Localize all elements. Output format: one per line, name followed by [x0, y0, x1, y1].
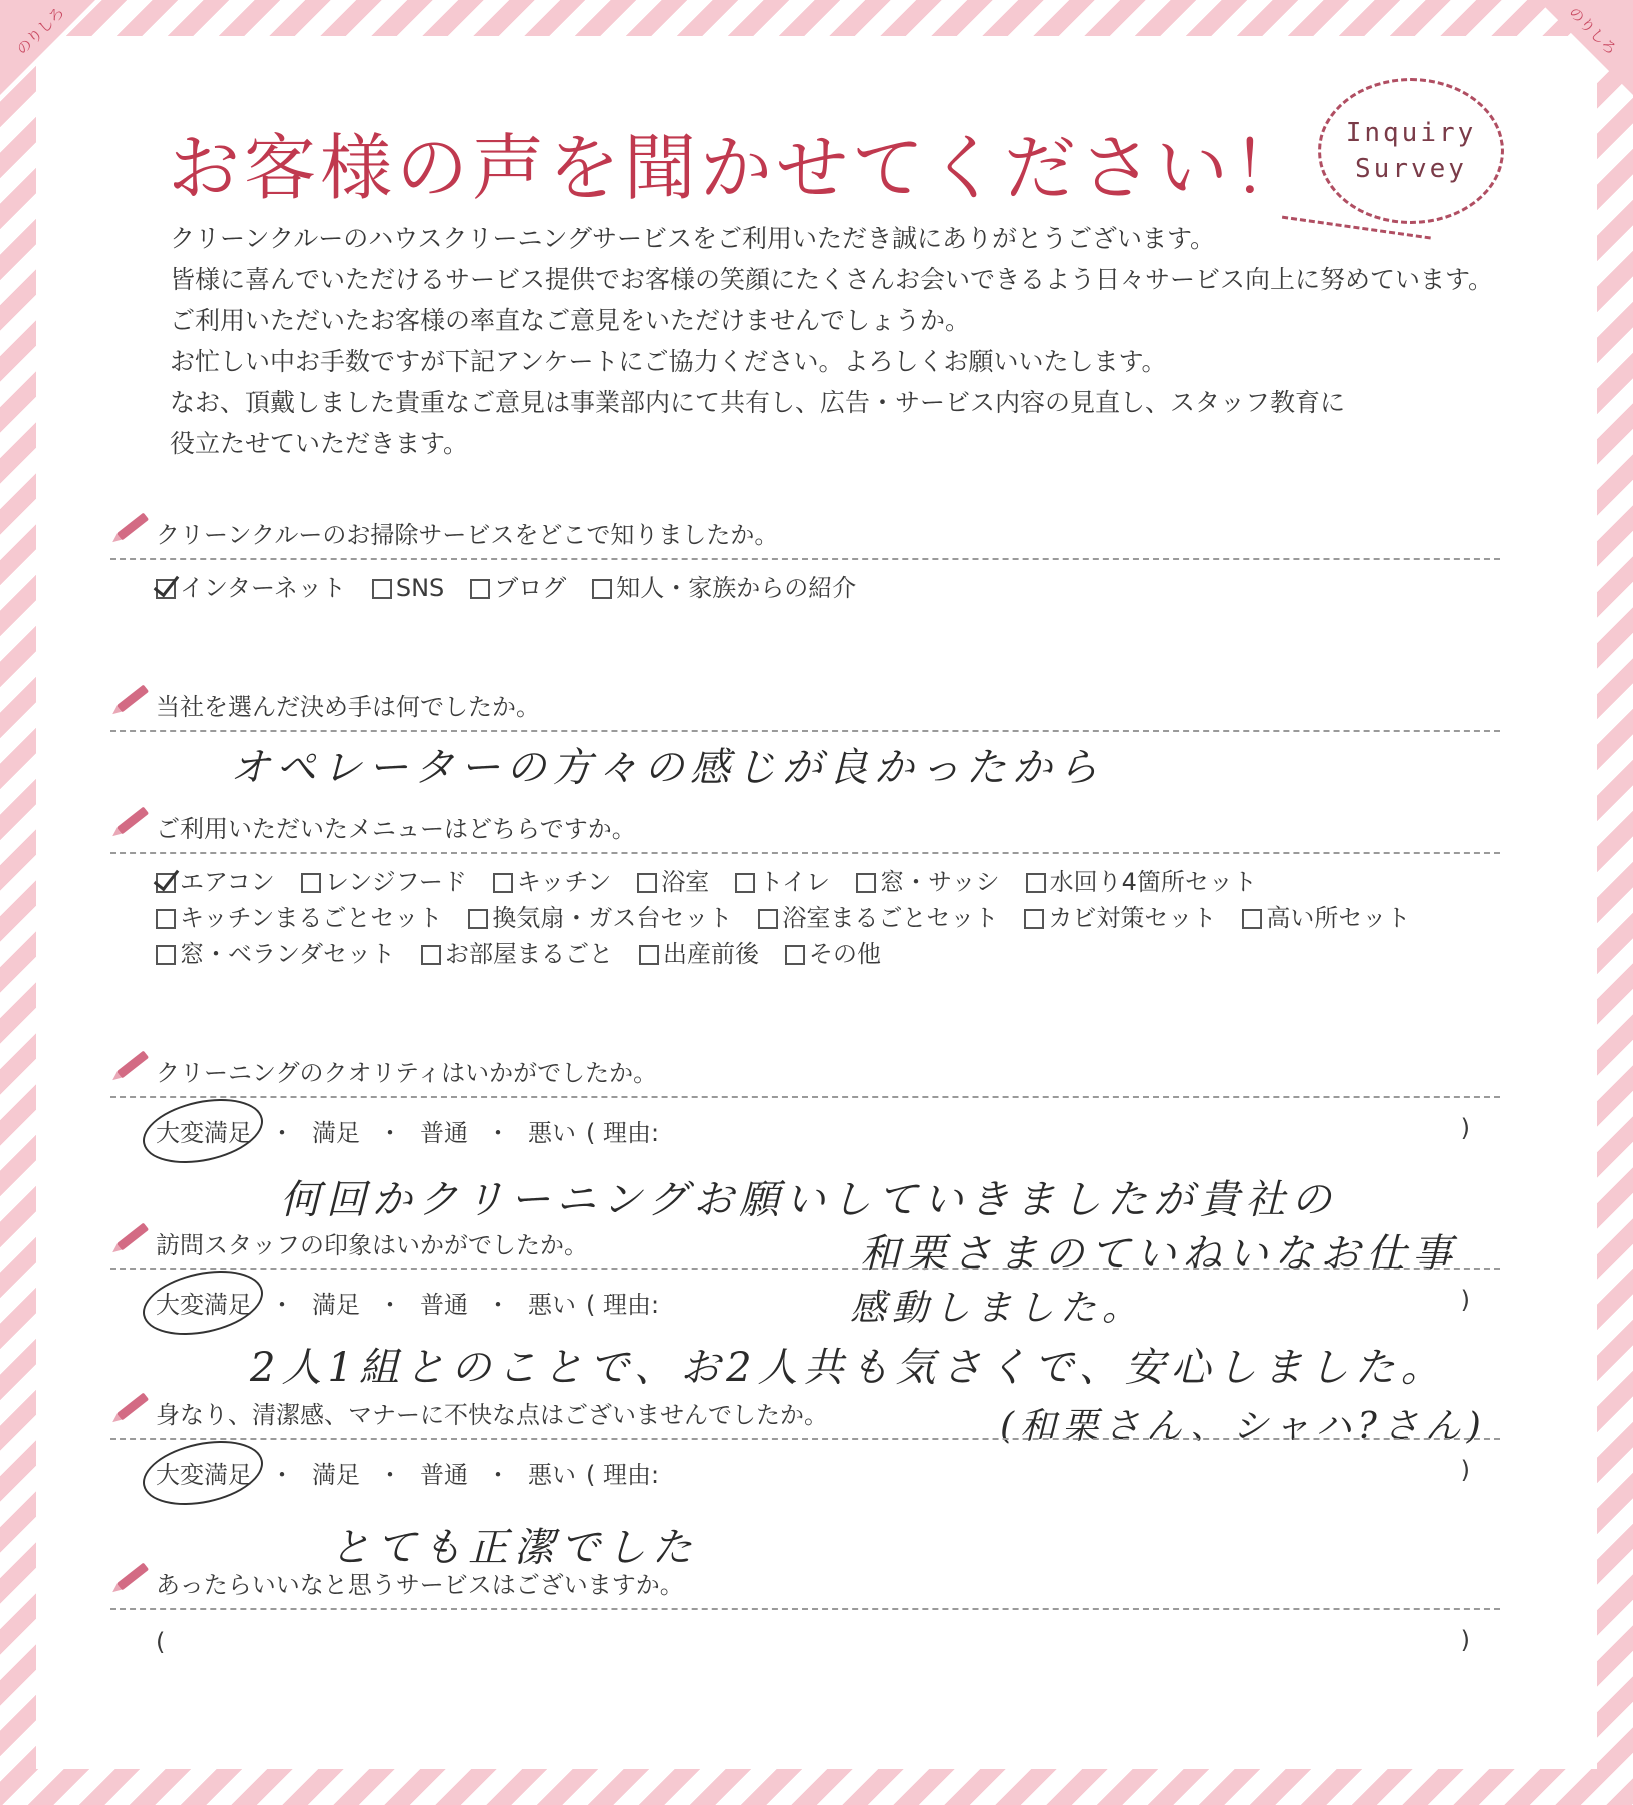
option-label: 浴室: [661, 868, 710, 896]
menu-option-row: [156, 900, 1500, 936]
checkbox-icon[interactable]: [785, 945, 805, 965]
separator: ・: [378, 1460, 402, 1489]
option-label: SNS: [395, 574, 445, 602]
intro-line: ご利用いただいたお客様の率直なご意見をいただけませんでしょうか。: [170, 306, 971, 335]
option-label: 高い所セット: [1266, 904, 1411, 932]
rating-good[interactable]: 満足: [312, 1290, 360, 1319]
dotted-divider: [110, 1438, 1500, 1440]
rating-bad[interactable]: 悪い: [528, 1290, 576, 1319]
bubble-line-2: Survey: [1355, 154, 1467, 184]
checkbox-icon[interactable]: [1024, 909, 1044, 929]
dotted-divider: [110, 1608, 1500, 1610]
menu-option[interactable]: [156, 864, 275, 900]
separator: ・: [378, 1290, 402, 1319]
checkbox-icon[interactable]: [758, 909, 778, 929]
question-manners: [110, 1392, 1500, 1492]
rating-bad[interactable]: 悪い: [528, 1460, 576, 1489]
rating-row: [110, 1110, 1500, 1150]
menu-option[interactable]: [639, 936, 759, 972]
checkbox-icon[interactable]: [301, 873, 321, 893]
menu-option[interactable]: [735, 864, 830, 900]
checkbox-icon[interactable]: [156, 909, 176, 929]
option-label: お部屋まるごと: [445, 940, 614, 968]
checkbox-icon[interactable]: [637, 873, 657, 893]
separator: ・: [270, 1118, 294, 1147]
question-heading: [110, 512, 1500, 552]
pencil-icon: [117, 1050, 149, 1078]
source-option[interactable]: [592, 570, 856, 606]
question-text: 身なり、清潔感、マナーに不快な点はございませんでしたか。: [156, 1400, 828, 1429]
option-label: エアコン: [180, 868, 275, 896]
checkbox-icon[interactable]: [856, 873, 876, 893]
menu-option[interactable]: [156, 900, 442, 936]
menu-option[interactable]: [1026, 864, 1257, 900]
reason-label: ( 理由:: [586, 1290, 660, 1319]
menu-option[interactable]: [1024, 900, 1216, 936]
dotted-divider: [110, 1096, 1500, 1098]
menu-option[interactable]: [301, 864, 467, 900]
pencil-icon: [117, 1392, 149, 1420]
option-label: 浴室まるごとセット: [782, 904, 999, 932]
rating-great[interactable]: 大変満足: [156, 1285, 252, 1320]
option-label: トイレ: [759, 868, 831, 896]
question-decision: [110, 684, 1500, 732]
checkbox-icon[interactable]: [1242, 909, 1262, 929]
speech-bubble: [1318, 78, 1504, 224]
corner-tab-left: [0, 0, 120, 120]
question-heading: [110, 1050, 1500, 1090]
checkbox-icon[interactable]: [592, 579, 612, 599]
menu-option[interactable]: [156, 936, 395, 972]
rating-good[interactable]: 満足: [312, 1460, 360, 1489]
checkbox-icon[interactable]: [1026, 873, 1046, 893]
handwritten-answer: 感動しました。: [850, 1288, 1145, 1329]
menu-option[interactable]: [637, 864, 709, 900]
menu-option-row: [156, 864, 1500, 900]
menu-option[interactable]: [758, 900, 998, 936]
corner-label-left: のりしろ: [12, 3, 68, 59]
reason-close: ): [1460, 1286, 1470, 1314]
checkbox-icon[interactable]: [421, 945, 441, 965]
question-wish: [110, 1562, 1500, 1662]
source-option[interactable]: [156, 570, 346, 606]
wish-answer-field[interactable]: [110, 1622, 1500, 1662]
option-label: 換気扇・ガス台セット: [492, 904, 733, 932]
rating-normal[interactable]: 普通: [420, 1118, 468, 1147]
menu-option[interactable]: [1242, 900, 1410, 936]
question-text: 当社を選んだ決め手は何でしたか。: [156, 692, 540, 721]
option-label: インターネット: [180, 574, 346, 602]
bubble-line-1: Inquiry: [1345, 118, 1477, 148]
menu-option[interactable]: [856, 864, 1000, 900]
checkbox-icon[interactable]: [468, 909, 488, 929]
open-paren: (: [156, 1628, 166, 1656]
checkbox-icon[interactable]: [372, 579, 392, 599]
option-label: その他: [809, 940, 882, 968]
option-label: キッチン: [516, 868, 612, 896]
option-label: 窓・ベランダセット: [180, 940, 396, 968]
dotted-divider: [110, 852, 1500, 854]
dotted-divider: [110, 1268, 1500, 1270]
source-option[interactable]: [372, 570, 444, 606]
menu-option[interactable]: [468, 900, 732, 936]
pencil-icon: [117, 1562, 149, 1590]
close-paren: ): [1460, 1626, 1470, 1654]
question-text: 訪問スタッフの印象はいかがでしたか。: [156, 1230, 588, 1259]
source-option[interactable]: [470, 570, 566, 606]
rating-normal[interactable]: 普通: [420, 1290, 468, 1319]
separator: ・: [270, 1290, 294, 1319]
handwritten-answer: 2人1組とのことで、お2人共も気さくで、安心しました。: [250, 1345, 1447, 1391]
rating-row: [110, 1282, 1500, 1322]
checked-checkbox-icon[interactable]: [156, 579, 176, 599]
reason-close: ): [1460, 1114, 1470, 1142]
option-label: 窓・サッシ: [880, 868, 1000, 896]
option-label: 出産前後: [663, 940, 760, 968]
intro-line: なお、頂戴しました貴重なご意見は事業部内にて共有し、広告・サービス内容の見直し、スタッフ教育に: [170, 388, 1346, 417]
rating-bad[interactable]: 悪い: [528, 1118, 576, 1147]
page-title: お客様の声を聞かせてください！: [168, 126, 1309, 210]
intro-text: [170, 218, 1570, 464]
handwritten-answer: 何回かクリーニングお願いしていきましたが貴社の: [280, 1177, 1338, 1223]
menu-option[interactable]: [421, 936, 613, 972]
menu-option-row: [156, 936, 1500, 972]
pencil-icon: [117, 684, 149, 712]
handwritten-answer: 和栗さまのていねいなお仕事: [860, 1231, 1458, 1277]
rating-good[interactable]: 満足: [312, 1118, 360, 1147]
question-source: [110, 512, 1500, 606]
corner-tab-right: [1513, 0, 1633, 120]
checkbox-icon[interactable]: [735, 873, 755, 893]
question-text: ご利用いただいたメニューはどちらですか。: [156, 814, 636, 843]
handwritten-answer: オペレーターの方々の感じが良かったから: [230, 745, 1104, 791]
dotted-divider: [110, 558, 1500, 560]
question-heading: [110, 1392, 1500, 1432]
intro-line: クリーンクルーのハウスクリーニングサービスをご利用いただき誠にありがとうございます。: [170, 224, 1216, 253]
question-heading: [110, 1222, 1500, 1262]
separator: ・: [378, 1118, 402, 1147]
question-heading: [110, 1562, 1500, 1602]
rating-row: [110, 1452, 1500, 1492]
option-label: カビ対策セット: [1048, 904, 1217, 932]
menu-option[interactable]: [493, 864, 611, 900]
checkbox-icon[interactable]: [156, 945, 176, 965]
question-staff: [110, 1222, 1500, 1322]
pencil-icon: [117, 806, 149, 834]
pencil-icon: [117, 512, 149, 540]
intro-line: 役立たせていただきます。: [170, 429, 469, 458]
question-menu: [110, 806, 1500, 972]
question-text: クリーニングのクオリティはいかがでしたか。: [156, 1058, 658, 1087]
option-label: 知人・家族からの紹介: [616, 574, 857, 602]
intro-line: 皆様に喜んでいただけるサービス提供でお客様の笑顔にたくさんお会いできるよう日々サービス向上に努めています。: [170, 265, 1494, 294]
rating-great[interactable]: 大変満足: [156, 1455, 252, 1490]
reason-label: ( 理由:: [586, 1118, 660, 1147]
option-label: キッチンまるごとセット: [180, 904, 443, 932]
source-options: [110, 570, 1500, 606]
question-text: あったらいいなと思うサービスはございますか。: [156, 1570, 684, 1599]
option-label: ブログ: [494, 574, 567, 602]
separator: ・: [486, 1290, 510, 1319]
dotted-divider: [110, 730, 1500, 732]
menu-option[interactable]: [785, 936, 881, 972]
checkbox-icon[interactable]: [639, 945, 659, 965]
checked-checkbox-icon[interactable]: [156, 873, 176, 893]
checkbox-icon[interactable]: [493, 873, 513, 893]
handwritten-answer: (和栗さん、シャハ?さん): [1000, 1406, 1487, 1447]
question-quality: [110, 1050, 1500, 1150]
rating-great[interactable]: 大変満足: [156, 1113, 252, 1148]
checkbox-icon[interactable]: [470, 579, 490, 599]
handwritten-answer: とても正潔でした: [330, 1525, 698, 1571]
question-heading: [110, 684, 1500, 724]
corner-label-right: のりしろ: [1565, 3, 1621, 59]
pencil-icon: [117, 1222, 149, 1250]
separator: ・: [486, 1460, 510, 1489]
separator: ・: [270, 1460, 294, 1489]
reason-close: ): [1460, 1456, 1470, 1484]
option-label: 水回り4箇所セット: [1049, 868, 1257, 896]
reason-label: ( 理由:: [586, 1460, 660, 1489]
question-heading: [110, 806, 1500, 846]
rating-normal[interactable]: 普通: [420, 1460, 468, 1489]
question-text: クリーンクルーのお掃除サービスをどこで知りましたか。: [156, 520, 779, 549]
intro-line: お忙しい中お手数ですが下記アンケートにご協力ください。よろしくお願いいたします。: [170, 347, 1167, 376]
option-label: レンジフード: [324, 868, 467, 896]
menu-options: [110, 864, 1500, 972]
separator: ・: [486, 1118, 510, 1147]
